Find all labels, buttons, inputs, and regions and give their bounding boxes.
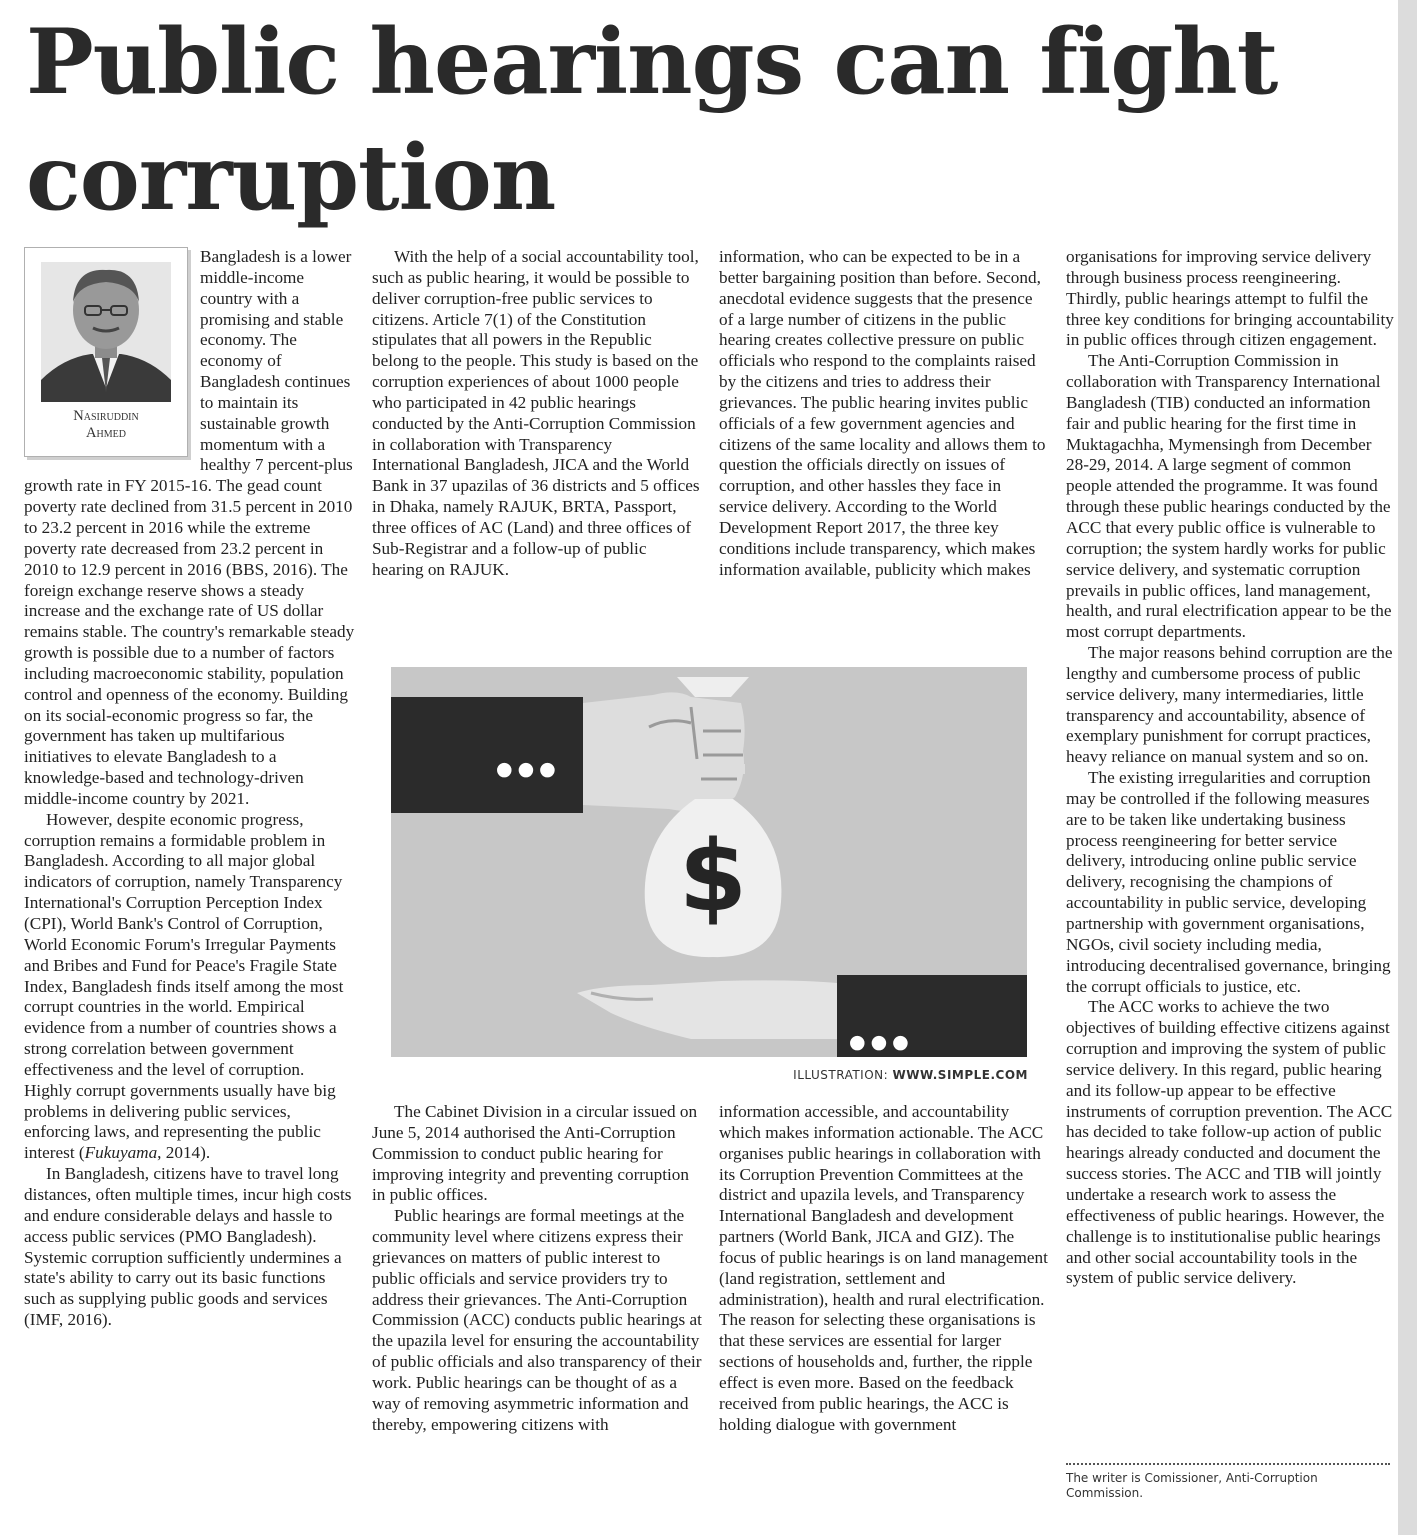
paragraph: The major reasons behind corruption are the lengthy and cumbersome process of public service delivery, many intermediaries, little transparency and accountability, absence of exemplary punishment for corrupt practices, heavy reliance on manual system and so on. [1066, 643, 1393, 767]
paragraph: The Cabinet Division in a circular issued on June 5, 2014 authorised the Anti-Corruption Commission to conduct public hearing for improving integrity and preventing corruption in public offices. [372, 1102, 698, 1205]
paragraph-text: However, despite economic progress, corruption remains a formidable problem in Bangladesh. According to all major global indicators of corruption, namely Transparency International's Corruption Perception Index (CPI), World Bank's Control of Corruption, World Economic Forum's Irregular Payments and Bribes and Fund for Peace's Fragile State Index, Bangladesh finds itself among the most corrupt countries in the world. Empirical evidence from a number of countries shows a strong correlation between government effectiveness and the level of corruption. Highly corrupt governments usually have big problems in delivering public services, enforcing laws, and representing the public interest ( [24, 809, 344, 1163]
author-last-name: Ahmed [86, 425, 126, 441]
paragraph: In Bangladesh, citizens have to travel long distances, often multiple times, incur high costs and endure considerable delays and hassle to access public services (PMO Bangladesh). Systemic corruption sufficiently undermines a state's ability to carry out its basic functions such as supplying public goods and services (IMF, 2016). [24, 1164, 352, 1330]
paragraph: Public hearings are formal meetings at the community level where citizens express their grievances on matters of public interest to public officials and service providers try to address their grievances. The Anti-Corruption Commission (ACC) conducts public hearings at the upazila level for ensuring the accountability of public officials and also transparency of their work. Public hearings can be thought of as a way of removing asymmetric information and thereby, empowering citizens with [372, 1206, 702, 1434]
column-3-bottom [719, 1102, 1049, 1436]
page-edge-strip [1398, 0, 1417, 1535]
paragraph: information, who can be expected to be in a better bargaining position than before. Second, anecdotal evidence suggests that the presence of a large number of citizens in the public hearing creates collective pressure on public officials who respond to the complaints raised by the citizens and tries to address their grievances. The public hearing invites public officials of a few government agencies and citizens of the same locality and allows them to question the officials directly on issues of corruption, and other hassles they face in service delivery. According to the World Development Report 2017, the three key conditions include transparency, which makes information available, publicity which makes [719, 247, 1046, 579]
author-byline [25, 408, 187, 442]
paragraph: The Anti-Corruption Commission in collaboration with Transparency International Bangladesh (TIB) conducted an information fair and public hearing for the first time in Muktagachha, Mymensingh from December 28-29, 2014. A large segment of common people attended the programme. It was found through these public hearings conducted by the ACC that every public office is vulnerable to corruption; the system hardly works for public service delivery, and systematic corruption prevails in public offices, land management, health, and rural electrification appear to be the most corrupt departments. [1066, 351, 1392, 642]
credit-label: ILLUSTRATION: [793, 1068, 889, 1082]
paragraph: Bangladesh is a lower middle-income country with a promising and stable economy. The economy of Bangladesh continues to maintain its sustainable growth momentum with a healthy 7 percent-plus growth rate in FY 2015-16. The gead count poverty rate declined from 31.5 percent in 2010 to 23.2 percent in 2016 while the extreme poverty rate decreased from 23.2 percent in 2010 to 12.9 percent in 2016 (BBS, 2016). The foreign exchange reserve shows a steady increase and the exchange rate of US dollar remains stable. The country's remarkable steady growth is possible due to a number of factors including macroeconomic stability, population control and openness of the economy. Building on its social-economic progress so far, the government has taken up multifarious initiatives to elevate Bangladesh to a knowledge-based and technology-driven middle-income country by 2021. [24, 247, 355, 808]
footnote-divider [1066, 1463, 1390, 1465]
citation-year: , 2014). [157, 1143, 211, 1163]
lower-cuff-dots: ●●● [849, 1031, 914, 1053]
writer-footnote: The writer is Comissioner, Anti-Corruption Commission. [1066, 1471, 1318, 1500]
bag-neck [677, 677, 749, 697]
paragraph: The ACC works to achieve the two objectives of building effective citizens against corruption and improving the system of public service delivery. In this regard, public hearing and its follow-up appear to be effective instruments of corruption prevention. The ACC has decided to take follow-up action of public hearings already conducted and document the success stories. The ACC and TIB will jointly undertake a research work to assess the effectiveness of public hearings. However, the challenge is to institutionalise public hearings and other social accountability tools in the system of public service delivery. [1066, 997, 1393, 1288]
illustration-credit [720, 1068, 1028, 1082]
column-1 [24, 247, 356, 1331]
paragraph: The existing irregularities and corruption may be controlled if the following measures are to be taken like undertaking business process reengineering for better service delivery, introducing online public service delivery, recognising the champions of accountability in public service, developing partnership with government organisations, NGOs, civil society including media, introducing decentralised governance, bringing the corrupt officials to justice, etc. [1066, 768, 1391, 996]
lower-hand [577, 980, 837, 1039]
upper-fist [583, 692, 745, 811]
paragraph: information accessible, and accountability which makes information actionable. The ACC organises public hearings in collaboration with its Corruption Prevention Committees at the district and upazila levels, and Transparency International Bangladesh and development partners (World Bank, JICA and GIZ). The focus of public hearings is on land management (land registration, settlement and administration), health and rural electrification. The reason for selecting these organisations is that these services are essential for larger sections of households and, further, the ripple effect is even more. Based on the feedback received from public hearings, the ACC is holding dialogue with government [719, 1102, 1048, 1434]
column-2-top [372, 247, 702, 581]
paragraph: With the help of a social accountability tool, such as public hearing, it would be possible to deliver corruption-free public services to citizens. Article 7(1) of the Constitution stipulates that all powers in the Republic belong to the people. This study is based on the corruption experiences of about 1000 people who participated in 42 public hearings conducted by the Anti-Corruption Commission in collaboration with Transparency International Bangladesh, JICA and the World Bank in 37 upazilas of 36 districts and 5 offices in Dhaka, namely RAJUK, BRTA, Passport, three offices of AC (Land) and three offices of Sub-Registrar and a follow-up of public hearing on RAJUK. [372, 247, 700, 579]
upper-sleeve [391, 697, 583, 813]
dollar-sign: $ [678, 820, 748, 934]
paragraph-with-citation [24, 810, 356, 1164]
author-photo-box [24, 247, 188, 457]
column-2-bottom [372, 1102, 702, 1436]
column-4 [1066, 247, 1394, 1289]
upper-cuff-dots: ●●● [496, 758, 561, 780]
credit-source: WWW.SIMPLE.COM [892, 1068, 1028, 1082]
paragraph: organisations for improving service delivery through business process reengineering. Thirdly, public hearings attempt to fulfil the three key conditions for bringing accountability in public offices through citizen engagement. [1066, 247, 1394, 350]
bribe-illustration [391, 667, 1027, 1057]
citation-name: Fukuyama [84, 1143, 158, 1163]
column-3-top [719, 247, 1049, 581]
author-portrait [41, 262, 171, 402]
author-first-name: Nasiruddin [73, 408, 139, 424]
headline: Public hearings can fight corruption [26, 9, 1278, 231]
